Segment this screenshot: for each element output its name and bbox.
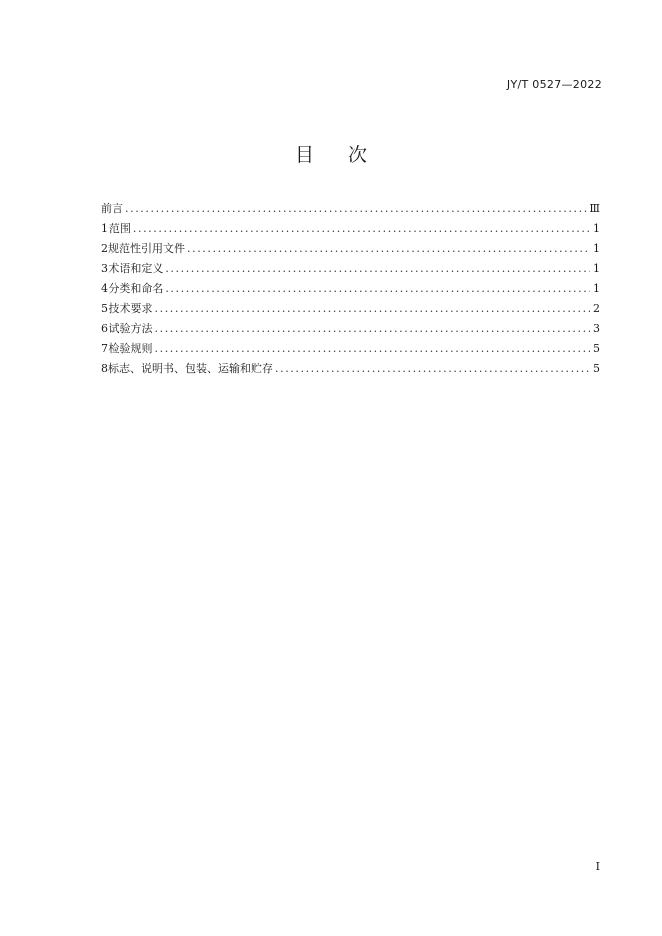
toc-entry-label: 试验方法 bbox=[108, 322, 153, 335]
toc-entry-page: 5 bbox=[593, 342, 600, 355]
toc-entry-label: 检验规则 bbox=[108, 342, 153, 355]
toc-entry-technical-requirements[interactable] bbox=[101, 299, 600, 319]
toc-leader-dots bbox=[275, 359, 590, 379]
toc-entry-scope[interactable] bbox=[101, 219, 600, 239]
toc-entry-page: Ⅲ bbox=[589, 202, 600, 215]
toc-entry-page: 3 bbox=[593, 322, 600, 335]
toc-entry-page: 5 bbox=[593, 362, 600, 375]
toc-leader-dots bbox=[155, 299, 590, 319]
toc-title-part1: 目 bbox=[294, 144, 314, 166]
toc-entry-page: 1 bbox=[593, 262, 600, 275]
table-of-contents bbox=[101, 199, 600, 379]
toc-leader-dots bbox=[165, 279, 590, 299]
toc-entry-number: 7 bbox=[101, 342, 108, 355]
toc-leader-dots bbox=[155, 319, 590, 339]
toc-entry-page: 1 bbox=[593, 282, 600, 295]
toc-entry-marking-packaging[interactable] bbox=[101, 359, 600, 379]
toc-entry-normative-references[interactable] bbox=[101, 239, 600, 259]
toc-leader-dots bbox=[125, 199, 587, 219]
toc-entry-number: 6 bbox=[101, 322, 108, 335]
toc-entry-label: 分类和命名 bbox=[108, 282, 164, 295]
toc-title-part2: 次 bbox=[348, 144, 368, 166]
toc-entry-inspection-rules[interactable] bbox=[101, 339, 600, 359]
toc-leader-dots bbox=[133, 219, 590, 239]
toc-entry-label: 技术要求 bbox=[108, 302, 153, 315]
toc-entry-number: 3 bbox=[101, 262, 108, 275]
toc-entry-foreword[interactable] bbox=[101, 199, 600, 219]
toc-entry-label: 标志、说明书、包装、运输和贮存 bbox=[108, 362, 273, 375]
toc-entry-test-methods[interactable] bbox=[101, 319, 600, 339]
toc-title bbox=[0, 140, 662, 167]
toc-entry-label: 前言 bbox=[101, 202, 123, 215]
toc-leader-dots bbox=[187, 239, 590, 259]
toc-leader-dots bbox=[155, 339, 590, 359]
toc-entry-terms-definitions[interactable] bbox=[101, 259, 600, 279]
toc-entry-label: 范围 bbox=[108, 222, 131, 235]
standard-code: JY/T 0527—2022 bbox=[506, 78, 602, 91]
toc-entry-number: 2 bbox=[101, 242, 108, 255]
toc-entry-number: 8 bbox=[101, 362, 108, 375]
toc-entry-page: 2 bbox=[593, 302, 600, 315]
toc-leader-dots bbox=[165, 259, 590, 279]
toc-entry-number: 5 bbox=[101, 302, 108, 315]
toc-entry-label: 术语和定义 bbox=[108, 262, 164, 275]
toc-entry-page: 1 bbox=[593, 242, 600, 255]
toc-entry-number: 4 bbox=[101, 282, 108, 295]
page-number: I bbox=[595, 860, 600, 873]
toc-entry-classification[interactable] bbox=[101, 279, 600, 299]
toc-entry-number: 1 bbox=[101, 222, 108, 235]
toc-entry-label: 规范性引用文件 bbox=[108, 242, 185, 255]
toc-entry-page: 1 bbox=[593, 222, 600, 235]
